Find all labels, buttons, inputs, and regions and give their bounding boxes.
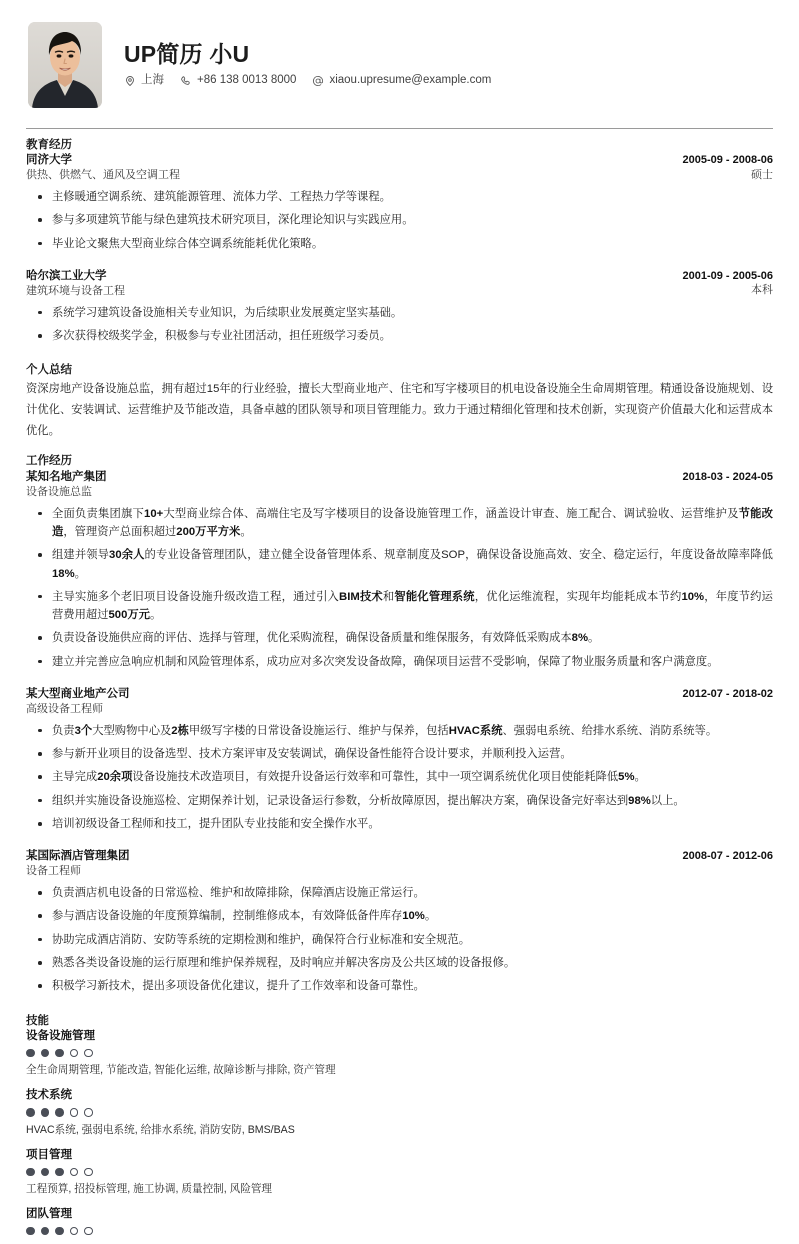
major: 建筑环境与设备工程: [26, 284, 125, 297]
rating-dot-empty: [70, 1227, 79, 1236]
rating-dot-filled: [55, 1227, 64, 1236]
school-name: 同济大学: [26, 154, 72, 167]
work-bullets: [26, 505, 773, 671]
skill-item: [26, 1207, 773, 1235]
skill-name: 技术系统: [26, 1089, 72, 1102]
education-section-title: 教育经历: [26, 139, 72, 151]
skill-rating: [26, 1049, 773, 1058]
major: 供热、供燃气、通风及空调工程: [26, 169, 180, 182]
job-title: 高级设备工程师: [26, 702, 103, 715]
location-pin-icon: [124, 75, 136, 87]
rating-dot-filled: [26, 1049, 35, 1058]
identity-block: [124, 43, 500, 87]
work-entry: [26, 687, 773, 833]
company-name: 某大型商业地产公司: [26, 688, 130, 700]
list-item: 参与多项建筑节能与绿色建筑技术研究项目，深化理论知识与实践应用。: [26, 211, 773, 229]
skill-rating: [26, 1108, 773, 1117]
contact-email-value: xiaou.upresume@example.com: [329, 74, 492, 87]
list-item: 培训初级设备工程师和技工，提升团队专业技能和安全操作水平。: [26, 815, 773, 833]
school-name: 哈尔滨工业大学: [26, 270, 107, 283]
contact-location-value: 上海: [141, 74, 164, 87]
list-item: 组建并领导30余人的专业设备管理团队，建立健全设备管理体系、规章制度及SOP，确保设备设施高效、安全、稳定运行，年度设备故障率降低18%。: [26, 546, 773, 583]
degree: 硕士: [751, 168, 773, 181]
skill-name: 项目管理: [26, 1148, 72, 1161]
summary-section-title: 个人总结: [26, 364, 72, 377]
rating-dot-empty: [84, 1168, 93, 1177]
list-item: 毕业论文聚焦大型商业综合体空调系统能耗优化策略。: [26, 235, 773, 253]
email-at-icon: [312, 75, 324, 87]
work-dates: 2008-07 - 2012-06: [682, 850, 773, 863]
header-divider: [26, 128, 773, 129]
education-bullets: [26, 188, 773, 253]
skill-rating: [26, 1227, 773, 1236]
skill-tags: 全生命周期管理, 节能改造, 智能化运维, 故障诊断与排除, 资产管理: [26, 1064, 336, 1077]
list-item: 主导完成20余项设备设施技术改造项目，有效提升设备运行效率和可靠性，其中一项空调系统优化项目使能耗降低5%。: [26, 768, 773, 786]
education-section: [22, 138, 777, 345]
skill-rating: [26, 1168, 773, 1177]
skill-name: 设备设施管理: [26, 1029, 95, 1042]
work-dates: 2012-07 - 2018-02: [682, 688, 773, 700]
rating-dot-filled: [55, 1049, 64, 1058]
skill-tags: HVAC系统, 强弱电系统, 给排水系统, 消防安防, BMS/BAS: [26, 1123, 295, 1136]
rating-dot-filled: [26, 1108, 35, 1117]
list-item: 系统学习建筑设备设施相关专业知识，为后续职业发展奠定坚实基础。: [26, 304, 773, 322]
degree: 本科: [751, 284, 773, 297]
work-dates: 2018-03 - 2024-05: [682, 470, 773, 483]
page-title: UP简历 小U: [124, 41, 250, 67]
education-dates: 2001-09 - 2005-06: [682, 270, 773, 283]
education-dates: 2005-09 - 2008-06: [682, 154, 773, 167]
work-entry: [26, 470, 773, 671]
list-item: 参与酒店设备设施的年度预算编制，控制维修成本，有效降低备件库存10%。: [26, 907, 773, 925]
contact-email: [312, 75, 491, 87]
avatar: [28, 22, 102, 108]
rating-dot-filled: [41, 1049, 50, 1058]
rating-dot-empty: [70, 1049, 79, 1058]
list-item: 参与新开业项目的设备选型、技术方案评审及安装调试，确保设备性能符合设计要求，并顺利投入运营。: [26, 745, 773, 763]
rating-dot-empty: [70, 1108, 79, 1117]
phone-icon: [180, 75, 192, 87]
rating-dot-filled: [55, 1108, 64, 1117]
skills-section: [22, 1014, 777, 1236]
rating-dot-empty: [84, 1049, 93, 1058]
rating-dot-filled: [26, 1227, 35, 1236]
list-item: 主导实施多个老旧项目设备设施升级改造工程，通过引入BIM技术和智能化管理系统，优化运维流程，实现年均能耗成本节约10%，年度节约运营费用超过500万元。: [26, 588, 773, 625]
list-item: 负责3个大型购物中心及2栋甲级写字楼的日常设备设施运行、维护与保养，包括HVAC系统、强弱电系统、给排水系统、消防系统等。: [26, 722, 773, 740]
work-bullets: [26, 722, 773, 833]
work-bullets: [26, 884, 773, 995]
work-section: [22, 454, 777, 995]
rating-dot-empty: [84, 1227, 93, 1236]
list-item: 熟悉各类设备设施的运行原理和维护保养规程，及时响应并解决客房及公共区域的设备报修。: [26, 954, 773, 972]
company-name: 某国际酒店管理集团: [26, 850, 130, 863]
rating-dot-filled: [41, 1168, 50, 1177]
work-entry: [26, 849, 773, 995]
contact-list: [124, 75, 500, 87]
resume-header: [22, 18, 777, 108]
list-item: 积极学习新技术，提出多项设备优化建议，提升了工作效率和设备可靠性。: [26, 977, 773, 995]
job-title: 设备设施总监: [26, 485, 92, 498]
list-item: 建立并完善应急响应机制和风险管理体系，成功应对多次突发设备故障，确保项目运营不受影响，保障了物业服务质量和客户满意度。: [26, 653, 773, 671]
contact-phone-value: +86 138 0013 8000: [197, 74, 297, 87]
skill-item: [26, 1088, 773, 1138]
summary-text: 资深房地产设备设施总监，拥有超过15年的行业经验，擅长大型商业地产、住宅和写字楼项目的机电设备设施全生命周期管理。精通设备设施规划、设计优化、安装调试、运营维护及节能改造，具备卓越的团队领导和项目管理能力。致力于通过精细化管理和技术创新，实现资产价值最大化和运营成本优化。: [26, 382, 773, 437]
skill-item: [26, 1148, 773, 1198]
skill-item: [26, 1029, 773, 1079]
contact-location: [124, 75, 164, 87]
list-item: 协助完成酒店消防、安防等系统的定期检测和维护，确保符合行业标准和安全规范。: [26, 931, 773, 949]
education-entry: [26, 153, 773, 253]
list-item: 负责酒店机电设备的日常巡检、维护和故障排除，保障酒店设施正常运行。: [26, 884, 773, 902]
rating-dot-empty: [70, 1168, 79, 1177]
rating-dot-filled: [41, 1108, 50, 1117]
company-name: 某知名地产集团: [26, 470, 107, 483]
rating-dot-filled: [55, 1168, 64, 1177]
skill-tags: 工程预算, 招投标管理, 施工协调, 质量控制, 风险管理: [26, 1183, 273, 1195]
rating-dot-filled: [26, 1168, 35, 1177]
contact-phone: [180, 75, 296, 87]
skill-name: 团队管理: [26, 1207, 72, 1220]
work-section-title: 工作经历: [26, 455, 72, 468]
summary-section: [22, 363, 777, 441]
education-entry: [26, 269, 773, 345]
list-item: 负责设备设施供应商的评估、选择与管理，优化采购流程，确保设备质量和维保服务，有效降低采购成本8%。: [26, 629, 773, 647]
list-item: 多次获得校级奖学金，积极参与专业社团活动，担任班级学习委员。: [26, 327, 773, 345]
rating-dot-empty: [84, 1108, 93, 1117]
education-bullets: [26, 304, 773, 346]
list-item: 主修暖通空调系统、建筑能源管理、流体力学、工程热力学等课程。: [26, 188, 773, 206]
list-item: 组织并实施设备设施巡检、定期保养计划，记录设备运行参数，分析故障原因，提出解决方案，确保设备完好率达到98%以上。: [26, 792, 773, 810]
skills-section-title: 技能: [26, 1014, 49, 1027]
rating-dot-filled: [41, 1227, 50, 1236]
list-item: 全面负责集团旗下10+大型商业综合体、高端住宅及写字楼项目的设备设施管理工作，涵盖设计审查、施工配合、调试验收、运营维护及节能改造，管理资产总面积超过200万平方米。: [26, 505, 773, 542]
job-title: 设备工程师: [26, 865, 81, 878]
